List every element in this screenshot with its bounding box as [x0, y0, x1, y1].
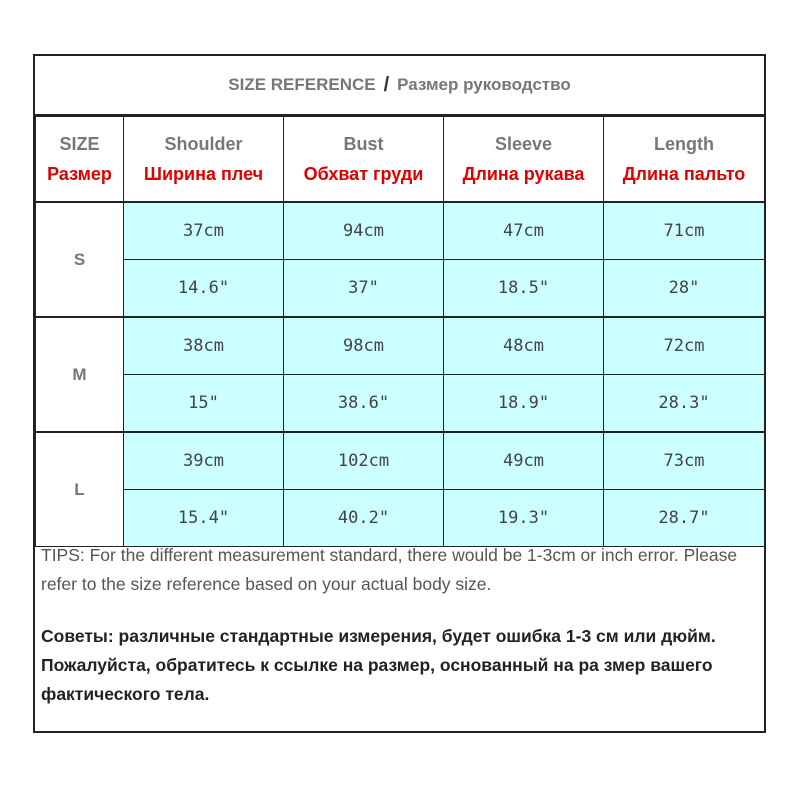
cell-sleeve: 49cm — [444, 432, 604, 490]
cell-bust: 98cm — [284, 317, 444, 375]
title-en: SIZE REFERENCE — [228, 75, 376, 94]
cell-length: 28.7" — [604, 490, 765, 547]
table-row-s-inch — [36, 260, 765, 318]
cell-length: 28.3" — [604, 375, 765, 433]
cell-length: 28" — [604, 260, 765, 318]
size-table — [35, 116, 765, 547]
cell-bust: 38.6" — [284, 375, 444, 433]
size-label-s: S — [36, 202, 124, 317]
cell-length: 71cm — [604, 202, 765, 260]
tips-section — [35, 535, 764, 709]
tips-ru: Советы: различные стандартные измерения, будет ошибка 1-3 см или дюйм. Пожалуйста, обратитесь к ссылке на размер, основанный на ра змер вашего фактического тела. — [41, 626, 716, 704]
header-ru: Ширина плеч — [143, 164, 264, 184]
table-row-l-cm — [36, 432, 765, 490]
cell-bust: 94cm — [284, 202, 444, 260]
header-en: Bust — [343, 134, 384, 154]
cell-bust: 37" — [284, 260, 444, 318]
header-bust — [284, 117, 444, 203]
tips-en: TIPS: For the different measurement standard, there would be 1-3cm or inch error. Please refer to the size reference based on your actual body size. — [41, 545, 738, 594]
cell-shoulder: 39cm — [124, 432, 284, 490]
table-row-m-inch — [36, 375, 765, 433]
cell-bust: 102cm — [284, 432, 444, 490]
title-separator: / — [383, 73, 390, 96]
header-en: Sleeve — [494, 134, 553, 154]
header-ru: Обхват груди — [303, 164, 424, 184]
table-row-s-cm — [36, 202, 765, 260]
header-en: Length — [654, 134, 714, 154]
title-ru: Размер руководство — [397, 75, 571, 94]
cell-shoulder: 38cm — [124, 317, 284, 375]
cell-length: 72cm — [604, 317, 765, 375]
cell-sleeve: 48cm — [444, 317, 604, 375]
cell-shoulder: 14.6" — [124, 260, 284, 318]
cell-shoulder: 37cm — [124, 202, 284, 260]
table-row-m-cm — [36, 317, 765, 375]
header-length — [604, 117, 765, 203]
cell-sleeve: 47cm — [444, 202, 604, 260]
cell-sleeve: 19.3" — [444, 490, 604, 547]
chart-title — [35, 56, 764, 116]
cell-length: 73cm — [604, 432, 765, 490]
header-size — [36, 117, 124, 203]
header-ru: Длина пальто — [622, 164, 746, 184]
header-row — [36, 117, 765, 203]
cell-shoulder: 15.4" — [124, 490, 284, 547]
cell-shoulder: 15" — [124, 375, 284, 433]
header-shoulder — [124, 117, 284, 203]
header-ru: Размер — [47, 164, 112, 184]
header-en: Shoulder — [164, 134, 243, 154]
header-sleeve — [444, 117, 604, 203]
header-ru: Длина рукава — [462, 164, 585, 184]
size-label-l: L — [36, 432, 124, 547]
cell-sleeve: 18.5" — [444, 260, 604, 318]
size-label-m: M — [36, 317, 124, 432]
cell-bust: 40.2" — [284, 490, 444, 547]
size-chart — [33, 54, 766, 733]
header-en: SIZE — [59, 134, 100, 154]
cell-sleeve: 18.9" — [444, 375, 604, 433]
